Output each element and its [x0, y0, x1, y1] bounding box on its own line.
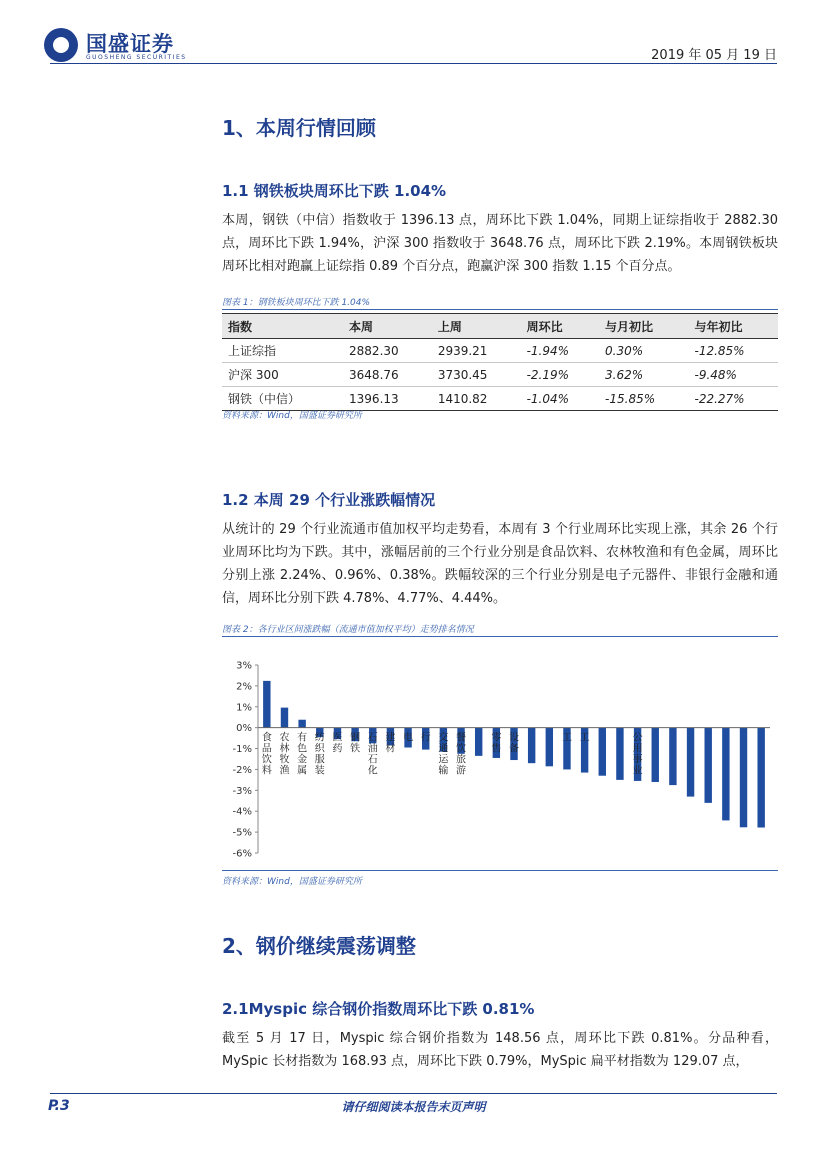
- section-1-2-paragraph: 从统计的 29 个行业流通市值加权平均走势看，本周有 3 个行业周环比实现上涨，其余 26 个行业周环比均为下跌。其中，涨幅居前的三个行业分别是食品饮料、农林牧渔和有色金属，周环比分别上涨 2.24%、0.96%、0.38%。跌幅较深的三个行业分别是电子元器件、非银行金融和通信，周环比分别下跌 4.78%、4.77%、4.44%。: [222, 522, 778, 606]
- category-label: 有色金属: [297, 732, 308, 777]
- th-mtd: 与月初比: [599, 314, 688, 339]
- footer-divider: [50, 1093, 777, 1094]
- y-tick-label: 2%: [236, 681, 252, 693]
- cell: -22.27%: [689, 387, 779, 411]
- y-tick-label: 0%: [236, 723, 252, 735]
- section-1-1-title: 1.1 钢铁板块周环比下跌 1.04%: [222, 182, 447, 200]
- th-wow: 周环比: [521, 314, 599, 339]
- category-label: 餐饮旅游: [456, 732, 467, 777]
- table-row: [222, 339, 778, 363]
- category-label: 交通运输: [438, 732, 449, 777]
- category-label: 钢铁: [350, 732, 361, 755]
- y-tick-label: 1%: [236, 702, 252, 714]
- th-last-week: 上周: [432, 314, 521, 339]
- bar-建筑: [616, 728, 623, 780]
- th-index: 指数: [222, 314, 343, 339]
- cell: 1410.82: [432, 387, 521, 411]
- y-tick-label: -6%: [232, 848, 252, 860]
- company-logo-icon: [44, 28, 78, 62]
- cell: -2.19%: [521, 363, 599, 387]
- category-label: 石油石化: [367, 732, 378, 777]
- chart-caption-rule: [222, 636, 778, 637]
- y-tick-label: -1%: [232, 744, 252, 756]
- category-label: 纺织服装: [314, 732, 325, 777]
- category-label: 电: [403, 732, 414, 744]
- section-2-1-paragraph: 截至 5 月 17 日，Myspic 综合钢价指数为 148.56 点，周环比下跌 0.81%。分品种看，MySpic 长材指数为 168.93 点，周环比下跌 0.79%，MySpic 扁平材指数为 129.07 点，: [222, 1031, 778, 1069]
- section-1-2-title: 1.2 本周 29 个行业涨跌幅情况: [222, 491, 436, 509]
- bar-非银行金融: [740, 728, 747, 828]
- category-label: 建材: [385, 732, 396, 755]
- cell: 3648.76: [343, 363, 432, 387]
- cell: 2939.21: [432, 339, 521, 363]
- cell: -15.85%: [599, 387, 688, 411]
- cell: 沪深 300: [222, 363, 343, 387]
- th-ytd: 与年初比: [689, 314, 779, 339]
- section-1-1-paragraph: 本周，钢铁（中信）指数收于 1396.13 点，周环比下跌 1.04%，同期上证综指收于 2882.30 点，周环比下跌 1.94%，沪深 300 指数收于 3648.76 点，周环比下跌 2.19%。本周钢铁板块周环比相对跑赢上证综指 0.89 个百分点，跑赢沪深 300 指数 1.15 个百分点。: [222, 213, 778, 274]
- category-label: 零售: [491, 732, 502, 755]
- bar-房地产: [704, 728, 711, 803]
- bar-食品饮料: [263, 681, 270, 728]
- cell: 钢铁（中信）: [222, 387, 343, 411]
- page-number: P.3: [48, 1098, 70, 1114]
- cell: -9.48%: [689, 363, 779, 387]
- y-tick-label: -3%: [232, 785, 252, 797]
- footer-disclaimer: 请仔细阅读本报告末页声明: [341, 1100, 486, 1114]
- chart-bottom-rule: [222, 870, 778, 871]
- cell: 3.62%: [599, 363, 688, 387]
- bar-农林牧渔: [281, 708, 288, 728]
- bar-家电: [546, 728, 553, 767]
- y-tick-label: 3%: [236, 660, 252, 672]
- table-row: [222, 387, 778, 411]
- table-row: [222, 363, 778, 387]
- bar-轻工制造: [669, 728, 676, 785]
- section-1-title: 1、本周行情回顾: [222, 116, 376, 140]
- section-2-title: 2、钢价继续震荡调整: [222, 934, 416, 958]
- index-performance-table: [222, 313, 778, 411]
- bar-煤炭: [652, 728, 659, 782]
- y-tick-label: -5%: [232, 827, 252, 839]
- cell: 2882.30: [343, 339, 432, 363]
- cell: 1396.13: [343, 387, 432, 411]
- bar-电子元器件: [757, 728, 764, 828]
- section-2-1-title: 2.1Myspic 综合钢价指数周环比下跌 0.81%: [222, 1000, 535, 1018]
- cell: -1.94%: [521, 339, 599, 363]
- chart-caption: 图表 2：各行业区间涨跌幅（流通市值加权平均）走势排名情况: [222, 625, 474, 635]
- category-label: 工: [579, 732, 590, 744]
- category-label: 公用事业: [632, 732, 643, 777]
- th-this-week: 本周: [343, 314, 432, 339]
- cell: 上证综指: [222, 339, 343, 363]
- bar-综合: [599, 728, 606, 776]
- cell: -1.04%: [521, 387, 599, 411]
- category-label: 工: [561, 732, 572, 744]
- table-1-caption: 图表 1：钢铁板块周环比下跌 1.04%: [222, 298, 371, 308]
- y-tick-label: -2%: [232, 764, 252, 776]
- bar-计算机: [687, 728, 694, 797]
- table-header-row: [222, 314, 778, 339]
- table-1-source: 资料来源：Wind，国盛证券研究所: [222, 411, 362, 421]
- cell: -12.85%: [689, 339, 779, 363]
- header-divider: [50, 63, 777, 64]
- industry-bar-chart: [222, 650, 778, 866]
- category-label: 农林牧渔: [279, 732, 290, 777]
- bar-有色金属: [298, 720, 305, 728]
- cell: 3730.45: [432, 363, 521, 387]
- cell: 0.30%: [599, 339, 688, 363]
- category-label: 行: [420, 732, 431, 744]
- category-label: 食品饮料: [261, 732, 272, 777]
- bar-通信: [722, 728, 729, 821]
- category-label: 设备: [509, 732, 519, 755]
- bar-汽车: [528, 728, 535, 764]
- company-name-en: GUOSHENG SECURITIES: [86, 54, 187, 61]
- company-name: 国盛证券: [86, 32, 174, 56]
- y-tick-label: -4%: [232, 806, 252, 818]
- category-label: 医药: [332, 732, 343, 755]
- bar-传媒: [475, 728, 482, 756]
- report-date: 2019 年 05 月 19 日: [651, 48, 777, 63]
- table-1-caption-rule: [222, 309, 778, 310]
- chart-source: 资料来源：Wind，国盛证券研究所: [222, 877, 362, 887]
